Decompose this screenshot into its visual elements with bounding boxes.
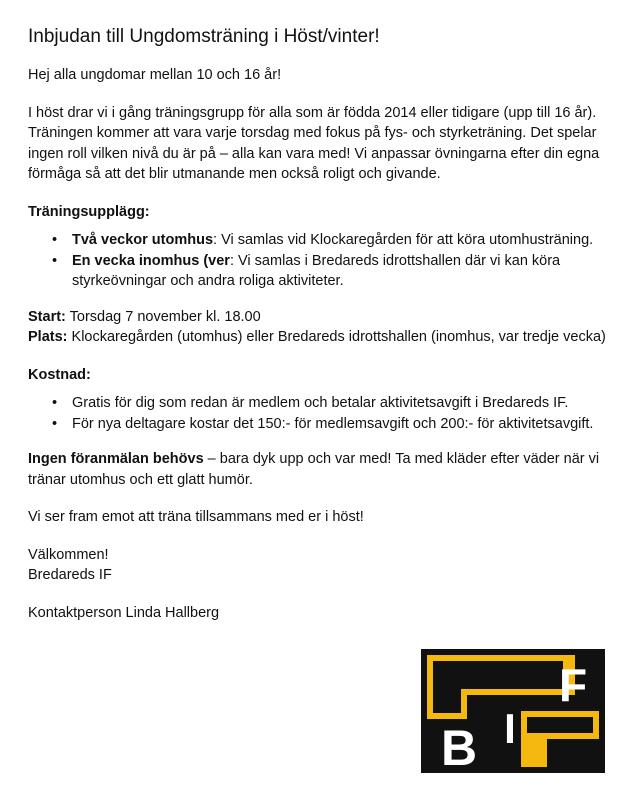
contact-line: Kontaktperson Linda Hallberg	[28, 604, 220, 621]
closing-line: Vi ser fram emot att träna tillsammans med er i höst!	[28, 509, 364, 525]
training-heading: Träningsupplägg:	[28, 203, 150, 220]
greeting: Hej alla ungdomar mellan 10 och 16 år!	[28, 67, 282, 83]
training-list	[28, 230, 608, 292]
page-title: Inbjudan till Ungdomsträning i Höst/vinter!	[28, 26, 380, 47]
no-registration-paragraph: Ingen föranmälan behövs – bara dyk upp och var med! Ta med kläder efter väder när vi tränar utomhus och ett glatt humör.	[28, 451, 600, 488]
welcome-line: Välkommen!	[28, 546, 109, 563]
document-page	[28, 26, 608, 623]
logo-black-stub	[433, 689, 461, 713]
intro-paragraph: I höst drar vi i gång träningsgrupp för alla som är födda 2014 eller tidigare (upp till 16 år). Träningen kommer att vara varje torsdag med fokus på fys- och styrketräning. Det spelar ingen roll vilken nivå du är på – alla kan vara med! Vi anpassar övningarna efter din egna förmåga så att det blir utmanande men också roligt och givande.	[28, 104, 600, 182]
organization-name: Bredareds IF	[28, 567, 112, 583]
list-item: • För nya deltagare kostar det 150:- för medlemsavgift och 200:- för aktivitetsavgift.	[72, 414, 608, 435]
cost-heading: Kostnad:	[28, 366, 91, 383]
logo-letter-b: B	[440, 720, 478, 773]
list-item: • Två veckor utomhus: Vi samlas vid Klockaregården för att köra utomhusträning.	[72, 230, 608, 251]
list-item: • En vecka inomhus (ver: Vi samlas i Bredareds idrottshallen där vi kan köra styrkeövningar och andra roliga aktiviteter.	[72, 251, 608, 292]
logo-black-band	[433, 661, 563, 689]
cost-list	[28, 393, 608, 434]
bif-logo	[421, 649, 605, 773]
start-line: Start: Torsdag 7 november kl. 18.00	[28, 308, 261, 325]
logo-letter-i: I	[504, 705, 516, 752]
logo-letter-f: F	[558, 659, 588, 711]
place-line: Plats: Klockaregården (utomhus) eller Bredareds idrottshallen (inomhus, var tredje vecka)	[28, 329, 606, 345]
logo-black-bar	[527, 717, 593, 733]
list-item: • Gratis för dig som redan är medlem och betalar aktivitetsavgift i Bredareds IF.	[72, 393, 608, 414]
